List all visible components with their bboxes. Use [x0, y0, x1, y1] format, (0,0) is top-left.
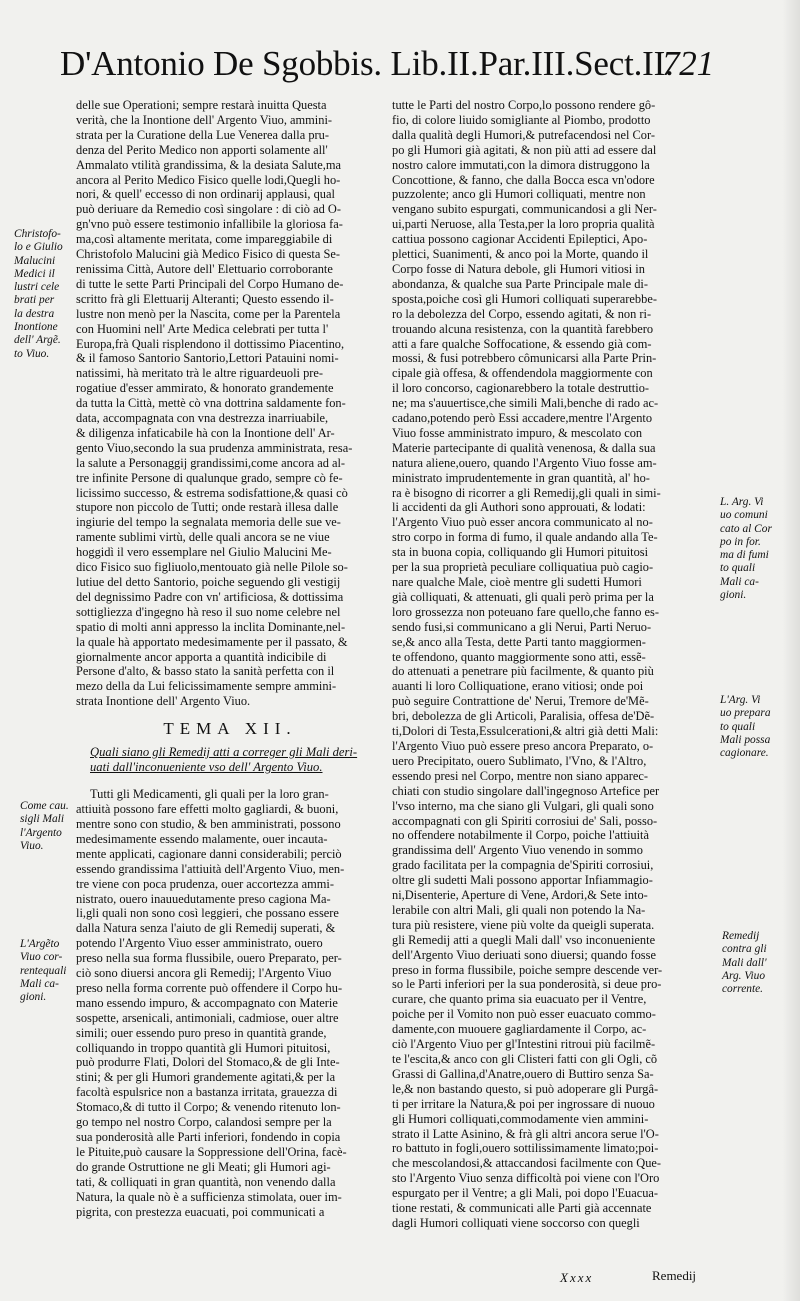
- text-line: sospette, arsenicali, antimoniali, cadmiose, ouer altre: [76, 1010, 339, 1025]
- margin-note-line: Viuo.: [20, 839, 44, 852]
- margin-note-line: Inontione: [14, 321, 58, 334]
- right-column: [392, 98, 712, 1231]
- text-line: accompagnati con gli Spiriti corrosiui de' Sali, posso-: [392, 813, 658, 828]
- text-line: ciò l'Argento Viuo per gl'Intestini ritroui più facilmẽ-: [392, 1037, 656, 1052]
- text-line: gn'vno può essere testimonio infallibile la gloriosa fa-: [76, 217, 343, 232]
- text-line: gento Viuo,secondo la sua prudenza amministrata, resa-: [76, 440, 353, 455]
- margin-note-left-3: [20, 938, 66, 1004]
- text-line: lustre non menò per la Nascita, come per la Parentela: [76, 306, 341, 321]
- margin-note-line: L'Arg. Vi: [720, 694, 761, 706]
- text-line: & il famoso Santorio Santorio,Lettori Patauini nomi-: [76, 351, 339, 366]
- text-line: Concottione, & fanno, che dalla Bocca esca vn'odore: [392, 172, 655, 187]
- text-line: rogatiue d'esser ammirato, & honorato grandemente: [76, 381, 334, 396]
- text-line: ciò sono diuersi ancora gli Remedij; l'Argento Viuo: [76, 966, 332, 981]
- text-line: no offendere notabilmente il Corpo, poiche l'attiuità: [392, 828, 649, 843]
- left-column-top-text: [76, 98, 384, 709]
- text-line: pigrita, con prestezza euacuati, poi communicati a: [76, 1204, 325, 1219]
- text-line: la salute a Personaggij grandissimi,come ancora ad al-: [76, 455, 346, 470]
- text-line: ancora al Perito Medico Fisico quelle lodi,Quegli ho-: [76, 172, 341, 187]
- text-line: le,& non bastando questo, si può adoperare gli Purgâ-: [392, 1081, 659, 1096]
- margin-note-right-2: [720, 694, 771, 760]
- text-line: vengano subito espurgati, communicandosi a gli Ner-: [392, 202, 657, 217]
- text-line: espurgato per il Ventre; a gli Mali, poi dopo l'Euacua-: [392, 1186, 659, 1201]
- text-line: grado facilitata per la compagnia de'Spiriti corrosiui,: [392, 858, 654, 873]
- text-line: curare, che quanto prima sia euacuato per il Ventre,: [392, 992, 647, 1007]
- margin-note-line: L'Argẽto: [20, 938, 60, 950]
- text-line: stupore non piccolo de Tutti; onde restarà illesa dalle: [76, 500, 339, 515]
- text-line: ne; ma s'auuertisce,che simili Mali,benche di rado ac-: [392, 396, 659, 411]
- margin-note-line: gioni.: [720, 589, 747, 602]
- text-line: Corpo fosse di Natura debole, gli Humori vitiosi in: [392, 261, 645, 276]
- text-line: uati dall'inconueniente vso dell' Argento Viuo.: [90, 760, 323, 775]
- text-line: facoltà espulsrice non a bastanza irritata, grauezza di: [76, 1085, 338, 1100]
- text-line: licissimo successo, & estrema sodisfattione,& quasi cò: [76, 485, 348, 500]
- text-line: li,gli quali non sono così leggieri, che possano essere: [76, 906, 339, 921]
- text-line: li accidenti da gli Authori sono approuati, & lodati:: [392, 500, 646, 515]
- text-line: tre viene con poca prudenza, ouer accortezza ammi-: [76, 876, 334, 891]
- text-line: ro la debolezza del Corpo, essendo agitati, & non ri-: [392, 306, 652, 321]
- text-line: go tempo nel nostro Corpo, calandosi sempre per la: [76, 1115, 332, 1130]
- margin-note-line: Mali possa: [720, 733, 771, 746]
- text-line: Natura, la quale nò è a sufficienza stimolata, ouer im-: [76, 1189, 342, 1204]
- text-line: l'Argento Viuo può esser ancora communicato al no-: [392, 515, 653, 530]
- text-line: ti,Dolori di Testa,Essulcerationi,& altri già detti Mali:: [392, 724, 659, 739]
- text-line: cipale già offesa, & offendendola maggiormente con: [392, 366, 653, 381]
- margin-note-line: Remedij: [722, 930, 760, 942]
- text-line: denza del Perito Medico non apporti solamente all': [76, 142, 328, 157]
- text-line: preso in forma flussibile, poiche sempre descende ver-: [392, 962, 663, 977]
- text-line: dalla qualità degli Humori,& putrefacendosi nel Cor-: [392, 127, 655, 142]
- margin-note-line: cagionare.: [720, 747, 769, 760]
- margin-note-line: to quali: [720, 562, 756, 575]
- text-line: spatio di molti anni appresso la inclita Dominante,nel-: [76, 619, 346, 634]
- margin-note-line: la destra: [14, 307, 55, 320]
- text-line: gli Humori colliquati,commodamente vien ammini-: [392, 1111, 649, 1126]
- page-edge-shadow: [782, 0, 800, 1301]
- text-line: fio, di colore liuido somigliante al Piombo, prodotto: [392, 112, 651, 127]
- text-line: Grassi di Gallina,d'Anatre,ouero di Buttiro senza Sa-: [392, 1066, 654, 1081]
- text-line: cadano,potendo però Essi accadere,mentre l'Argento: [392, 411, 653, 426]
- text-line: può produrre Flati, Dolori del Stomaco,& de gli Inte-: [76, 1055, 340, 1070]
- text-line: mente applicati, cagionare danni considerabili; perciò: [76, 846, 342, 861]
- text-line: natissimi, hà meritato trà le altre riguardeuoli pre-: [76, 366, 324, 381]
- text-line: può seguire Contrattione de' Nerui, Tremore de'Mẽ-: [392, 694, 649, 709]
- text-line: nostro calore immutati,con la dimora distruggono la: [392, 157, 650, 172]
- text-line: nori, & quell' eccesso di non ordinarij applausi, qual: [76, 187, 335, 202]
- text-line: poiche per il Vomito non può esser euacuato commo-: [392, 1007, 656, 1022]
- text-line: oltre gli sudetti Mali possono apportar Infiammagio-: [392, 873, 653, 888]
- margin-note-line: Mali dall': [722, 956, 767, 969]
- text-line: di tutte le sette Parti Principali del Corpo Humano de-: [76, 276, 344, 291]
- text-line: dico Fisico suo figliuolo,mentouato già nelle Pilole so-: [76, 560, 348, 575]
- text-line: sua ponderosità alle Parti inferiori, fondendo in copia: [76, 1130, 341, 1144]
- margin-note-line: Christofo-: [14, 228, 61, 240]
- margin-note-line: Come cau.: [20, 800, 69, 812]
- margin-note-line: cato al Cor: [720, 522, 772, 535]
- margin-note-line: ma di fumi: [720, 549, 769, 562]
- margin-note-line: Mali ca-: [20, 977, 59, 990]
- margin-note-line: corrente.: [722, 983, 764, 996]
- text-line: per la sua proprietà peculiare colliquatiua può cagio-: [392, 560, 654, 575]
- text-line: cattiua possono cagionar Accidenti Epileptici, Apo-: [392, 232, 648, 247]
- text-line: delle sue Operationi; sempre restarà inuitta Questa: [76, 98, 327, 112]
- text-line: do grande Ostruttione ne gli Meati; gli Humori agi-: [76, 1159, 331, 1174]
- text-line: può deriuare da Remedio così singolare : di ciò ad O-: [76, 202, 341, 217]
- margin-note-line: po in for.: [720, 535, 761, 548]
- text-line: Quali siano gli Remedij atti a correger gli Mali deri-: [90, 745, 358, 760]
- text-line: ma,così altamente meritata, come impareggiabile di: [76, 232, 333, 247]
- text-line: stini; & per gli Humori grandemente agitati,& per la: [76, 1070, 336, 1085]
- text-line: verità, che la Inontione dell' Argento Viuo, ammini-: [76, 112, 333, 127]
- text-line: ni,Disenterie, Aperture di Vene, Ardori,& Sete into-: [392, 888, 648, 903]
- margin-note-line: sigli Mali: [20, 813, 64, 826]
- text-line: tati, & colliquati in gran quantità, non venendo dalla: [76, 1174, 336, 1189]
- margin-note-line: lustri cele: [14, 281, 60, 294]
- text-line: essendo presi nel Corpo, mentre non siano apparec-: [392, 768, 648, 783]
- text-line: ingiurie del tempo la segnalata memoria delle sue ve-: [76, 515, 341, 530]
- margin-note-left-1: [14, 228, 63, 361]
- text-line: grandissima dell' Argento Viuo venendo in sommo: [392, 843, 643, 858]
- text-line: che mescolandosi,& attaccandosi facilmente con Que-: [392, 1156, 662, 1171]
- text-line: Europa,frà Quali risplendono il dottissimo Piacentino,: [76, 336, 345, 351]
- text-line: le Pituite,può causare la Soppressione dell'Orina, facè-: [76, 1144, 347, 1159]
- margin-note-line: brati per: [14, 294, 55, 307]
- text-line: dagli Humori colliquati viene soccorso con quegli: [392, 1215, 640, 1230]
- margin-note-line: Arg. Viuo: [722, 969, 766, 982]
- text-line: colliquando in troppo quantità gli Humori pituitosi,: [76, 1040, 331, 1055]
- margin-note-line: gioni.: [20, 991, 47, 1004]
- text-line: sendo fusi,si communicano a gli Nerui, Parti Neruo-: [392, 619, 652, 634]
- text-line: sottigliezza d'ingegno hà reso il suo nome celebre nel: [76, 604, 341, 619]
- text-line: strato il Latte Asinino, & frà gli altri ancora serue l'O-: [392, 1126, 659, 1141]
- margin-note-line: dell' Argẽ.: [14, 334, 61, 347]
- margin-note-line: uo comuni: [720, 509, 768, 522]
- running-title: D'Antonio De Sgobbis. Lib.II.Par.III.Sect.II.: [60, 44, 674, 83]
- margin-note-left-2: [20, 800, 69, 853]
- margin-note-line: to Viuo.: [14, 347, 50, 360]
- text-line: sto l'Argento Viuo senza difficoltà poi viene con l'Oro: [392, 1171, 660, 1186]
- margin-note-line: Malucini: [14, 254, 56, 267]
- text-line: ministrato imprudentemente in gran quantità, al' ho-: [392, 470, 650, 485]
- text-line: tione restati, & communicati alle Parti già accennate: [392, 1201, 652, 1216]
- text-line: natura aliene,ouero, quando l'Argento Viuo fosse am-: [392, 455, 657, 470]
- text-line: preso nella forma corrente può offendere il Corpo hu-: [76, 980, 343, 995]
- text-line: nistrato, ouero inauuedutamente preso cagiona Ma-: [76, 891, 331, 906]
- text-line: tutte le Parti del nostro Corpo,lo possono rendere gô-: [392, 98, 656, 112]
- margin-note-line: L. Arg. Vi: [720, 496, 764, 508]
- margin-note-line: Viuo cor-: [20, 951, 63, 964]
- text-line: se,& anco alla Testa, dette Parti tanto maggiormen-: [392, 634, 646, 649]
- text-line: gli Remedij atti a quegli Mali dall' vso inconueniente: [392, 932, 656, 947]
- text-line: do attenuati a penetrare più facilmente, & quanto più: [392, 664, 654, 679]
- margin-note-line: l'Argento: [20, 826, 62, 839]
- text-line: il loro concorso, cagionarebbero la totale destruttio-: [392, 381, 650, 396]
- margin-note-line: uo prepara: [720, 707, 771, 720]
- text-line: stro corpo in forma di fumo, il quale andando alla Te-: [392, 530, 658, 545]
- margin-note-right-3: [722, 930, 767, 996]
- text-line: ramente sublimi virtù, delle quali ancora se ne viue: [76, 530, 330, 545]
- text-line: atti a fare qualche Soffocatione, & essendo già com-: [392, 336, 652, 351]
- text-line: plettici, Suanimenti, & anco poi la Morte, quando il: [392, 247, 649, 262]
- text-line: data, accompagnata con vna destrezza inarriuabile,: [76, 411, 329, 426]
- text-line: abondanza, & qualche sua Parte Principale male di-: [392, 276, 648, 291]
- text-line: attiuità possono fare effetti molto gagliardi, & buoni,: [76, 802, 339, 817]
- text-line: Viuo fosse amministrato impuro, & mescolato con: [392, 425, 643, 440]
- text-line: renissima Città, Autore dell' Elettuario corroborante: [76, 261, 333, 276]
- text-line: auanti li loro Colliquatione, erano vitiosi; onde poi: [392, 679, 644, 694]
- margin-note-line: contra gli: [722, 943, 767, 956]
- text-line: mezo della da Lui felicissimamente sempre ammini-: [76, 679, 337, 694]
- text-line: giornalmente ancor apporta a quantità indicibile di: [76, 649, 327, 664]
- signature-mark: Xxxx: [560, 1270, 594, 1285]
- text-line: lerabile con altri Mali, gli quali non potendo la Na-: [392, 902, 646, 917]
- text-line: Tutti gli Medicamenti, gli quali per la loro gran-: [90, 787, 329, 802]
- text-line: essendo grandissima l'attiuità dell'Argento Viuo, men-: [76, 861, 345, 876]
- text-line: ra è bisogno di ricorrer a gli Remedij,gli quali in simi-: [392, 485, 661, 500]
- margin-note-right-1: [720, 496, 772, 602]
- right-column-text: [392, 98, 712, 1231]
- text-line: so le Parti inferiori per la sua ponderosità, si deue pro-: [392, 977, 662, 992]
- text-line: Stomaco,& di tutto il Corpo; & venendo ritenuto lon-: [76, 1100, 341, 1115]
- text-line: & diligenza infaticabile hà con la Inontione dell' Ar-: [76, 425, 335, 440]
- text-line: sposta,poiche così gli Humori colliquati superarebbe-: [392, 291, 657, 306]
- text-line: scritto frà gli Elettuarij Alteranti; Questo essendo il-: [76, 291, 334, 306]
- text-line: preso nella sua forma flussibile, ouero Preparato, per-: [76, 951, 342, 966]
- text-line: po gli Humori già agitati, & non più atti ad essere dal: [392, 142, 657, 157]
- tema-heading: TEMA XII.: [163, 719, 297, 739]
- text-line: del degnissimo Padre con vn' artificiosa, & dottissima: [76, 589, 344, 604]
- text-line: uero Precipitato, ouero Sublimato, l'Vno, & l'Altro,: [392, 753, 647, 768]
- text-line: la quale hà apportato medesimamente per il passato, &: [76, 634, 348, 649]
- text-line: da tutta la Città, mettè cò vna dottrina saldamente fon-: [76, 396, 346, 411]
- text-line: ui,parti Neruose, alla Testa,per la loro propria qualità: [392, 217, 655, 232]
- text-line: con Huomini nell' Arte Medica celebrati per tutta l': [76, 321, 329, 336]
- text-line: chiati con studio singolare dall'ingegnoso Artefice per: [392, 783, 660, 798]
- text-line: nare qualche Male, cioè mentre gli sudetti Humori: [392, 575, 642, 589]
- text-line: simili; ouer essendo puro preso in quantità grande,: [76, 1025, 327, 1040]
- text-line: strata Inontione dell' Argento Viuo.: [76, 694, 251, 709]
- text-line: lutiue del detto Santorio, poiche seguendo gli vestigij: [76, 575, 341, 589]
- text-line: puzzolente; anco gli Humori colliquati, mentre non: [392, 187, 646, 202]
- text-line: ro battuto in fogli,ouero sottilissimamente limato;poi-: [392, 1141, 659, 1156]
- margin-note-line: to quali: [720, 720, 756, 733]
- text-line: hoggidì il vero essemplare nel Giulio Malucini Me-: [76, 545, 332, 560]
- text-line: ti per irritare la Natura,& poi per ingrossare di nuouo: [392, 1096, 655, 1111]
- text-line: Christofolo Malucini già Medico Fisico di questa Se-: [76, 247, 340, 262]
- left-column-bottom-text: [76, 787, 384, 1219]
- text-line: l'vso interno, ma che siano gli Vulgari, gli quali sono: [392, 798, 654, 813]
- text-line: dell'Argento Viuo deriuati sono diuersi; quando fosse: [392, 947, 656, 962]
- text-line: mentre sono con studio, & ben amministrati, possono: [76, 816, 341, 831]
- text-line: mano essendo impuro, & accompagnato con Materie: [76, 995, 338, 1010]
- text-line: bri, debolezza de gli Articoli, Paralisia, offesa de'Dẽ-: [392, 709, 655, 724]
- text-line: potendo l'Argento Viuo esser amministrato, ouero: [76, 936, 323, 951]
- margin-note-line: lo e Giulio: [14, 241, 63, 254]
- text-line: te offendono, quanto maggiormente sono atti, essẽ-: [392, 649, 646, 664]
- text-line: Persone d'alto, & basso stato la sanità perfetta con il: [76, 664, 335, 679]
- text-line: l'Argento Viuo può essere preso ancora Preparato, o-: [392, 738, 654, 753]
- text-line: medesimamente essendo malamente, ouer incauta-: [76, 831, 328, 846]
- text-line: dalla Natura senza l'aiuto de gli Remedij superati, &: [76, 921, 336, 936]
- text-line: già colliquati, & attenuati, gli quali però prima per la: [392, 589, 654, 604]
- text-line: Ammalato vtilità grandissima, & la desiata Salute,ma: [76, 157, 341, 172]
- text-line: sta in buona copia, colliquando gli Humori pituitosi: [392, 545, 649, 560]
- text-line: tre infinite Persone di qualunque grado, sempre cò fe-: [76, 470, 343, 485]
- text-line: trouando alcuna resistenza, con la quantità farebbero: [392, 321, 654, 336]
- margin-note-line: Mali ca-: [720, 575, 759, 588]
- text-line: strata per la Curatione della Lue Venerea dalla pru-: [76, 127, 329, 142]
- text-line: mossi, & fusi potrebbero cômunicarsi alla Parte Prin-: [392, 351, 657, 366]
- margin-note-line: rentequali: [20, 964, 67, 977]
- left-column: [76, 98, 384, 1219]
- text-line: te l'escita,& anco con gli Clisteri fatti con gli Ogli, cõ: [392, 1052, 658, 1066]
- catchword: Remedij: [652, 1268, 697, 1283]
- page-number: 721: [662, 44, 714, 83]
- text-line: loro grossezza non poteuano fare quello,che fanno es-: [392, 604, 659, 619]
- chapter-question: [76, 745, 384, 775]
- text-line: damente,con muouere gagliardamente il Corpo, ac-: [392, 1022, 647, 1037]
- running-header: [60, 44, 760, 94]
- margin-note-line: Medici il: [14, 267, 55, 280]
- text-line: Materie partecipante di qualità venenosa, & dalla sua: [392, 440, 656, 455]
- text-line: tura più resistere, viene più volte da queigli superata.: [392, 917, 655, 932]
